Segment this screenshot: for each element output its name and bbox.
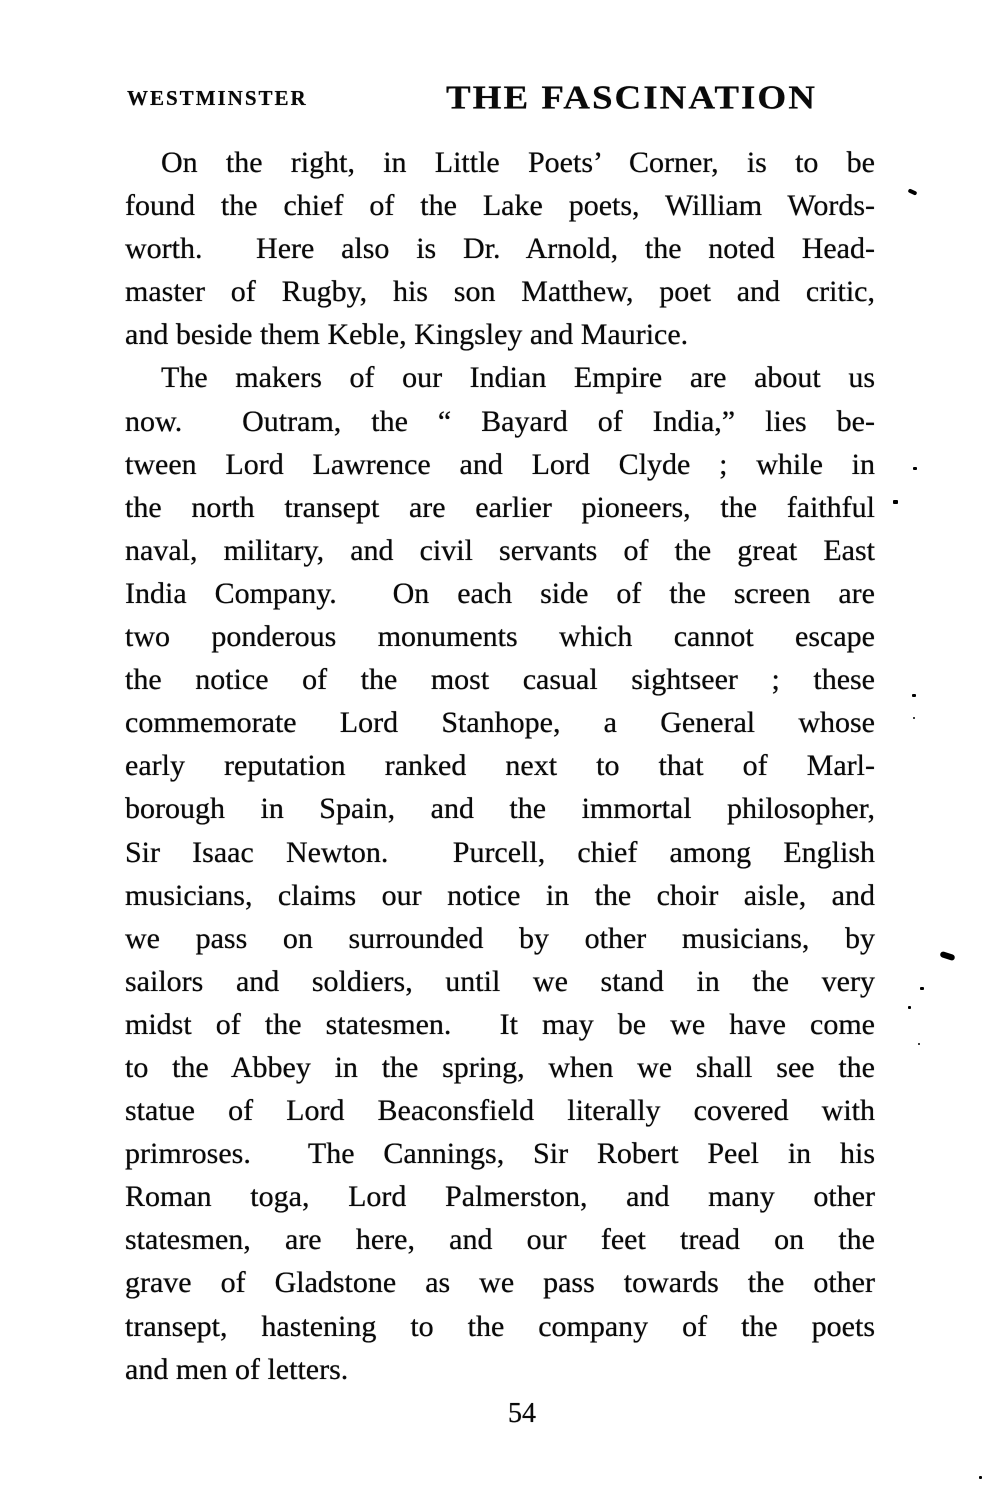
- scan-artifact: [979, 1476, 982, 1479]
- body-line: primroses. The Cannings, Sir Robert Peel in his: [125, 1137, 875, 1171]
- body-line: The makers of our Indian Empire are about us: [161, 361, 875, 395]
- body-line: we pass on surrounded by other musicians, by: [125, 921, 875, 955]
- body-line: early reputation ranked next to that of Marl-: [125, 749, 875, 783]
- body-line: midst of the statesmen. It may be we have come: [125, 1007, 875, 1041]
- running-header-title: THE FASCINATION: [446, 78, 817, 117]
- scan-artifact: [908, 1006, 911, 1009]
- body-line: statue of Lord Beaconsfield literally covered with: [125, 1094, 875, 1128]
- scan-artifact: [913, 467, 917, 470]
- scan-artifact: [908, 188, 918, 195]
- body-line: statesmen, are here, and our feet tread on the: [125, 1223, 875, 1257]
- body-line: and men of letters.: [125, 1352, 349, 1386]
- body-line: the notice of the most casual sightseer ; these: [125, 663, 875, 697]
- body-line: borough in Spain, and the immortal philosopher,: [125, 792, 875, 826]
- body-line: transept, hastening to the company of the poets: [125, 1309, 875, 1343]
- body-line: master of Rugby, his son Matthew, poet and critic,: [125, 275, 875, 309]
- body-line: commemorate Lord Stanhope, a General whose: [125, 706, 875, 740]
- body-text: [125, 141, 875, 1391]
- scan-artifact: [918, 1043, 920, 1045]
- running-header-left: WESTMINSTER: [127, 86, 308, 110]
- scan-artifact: [893, 500, 898, 504]
- body-line: the north transept are earlier pioneers, the faithful: [125, 490, 875, 524]
- scan-artifact: [913, 717, 915, 719]
- body-line: On the right, in Little Poets’ Corner, is to be: [161, 146, 875, 179]
- body-line: India Company. On each side of the screen are: [125, 576, 875, 610]
- body-line: Roman toga, Lord Palmerston, and many other: [125, 1180, 875, 1214]
- scan-artifact: [939, 951, 955, 961]
- body-line: musicians, claims our notice in the choir aisle, and: [125, 878, 875, 912]
- page-number: 54: [508, 1398, 536, 1429]
- body-line: tween Lord Lawrence and Lord Clyde ; while in: [125, 447, 875, 481]
- body-line: naval, military, and civil servants of the great East: [125, 533, 875, 567]
- body-line: to the Abbey in the spring, when we shall see the: [125, 1050, 875, 1084]
- body-line: grave of Gladstone as we pass towards the other: [125, 1266, 875, 1300]
- body-line: sailors and soldiers, until we stand in the very: [125, 964, 875, 998]
- body-line: now. Outram, the “ Bayard of India,” lies be-: [125, 404, 875, 438]
- scan-artifact: [920, 987, 924, 990]
- body-line: two ponderous monuments which cannot escape: [125, 620, 875, 654]
- scan-artifact: [912, 694, 916, 697]
- body-line: and beside them Keble, Kingsley and Maurice.: [125, 318, 689, 352]
- body-line: Sir Isaac Newton. Purcell, chief among English: [125, 835, 875, 869]
- body-line: worth. Here also is Dr. Arnold, the noted Head-: [125, 232, 875, 266]
- body-line: found the chief of the Lake poets, William Words-: [125, 189, 875, 223]
